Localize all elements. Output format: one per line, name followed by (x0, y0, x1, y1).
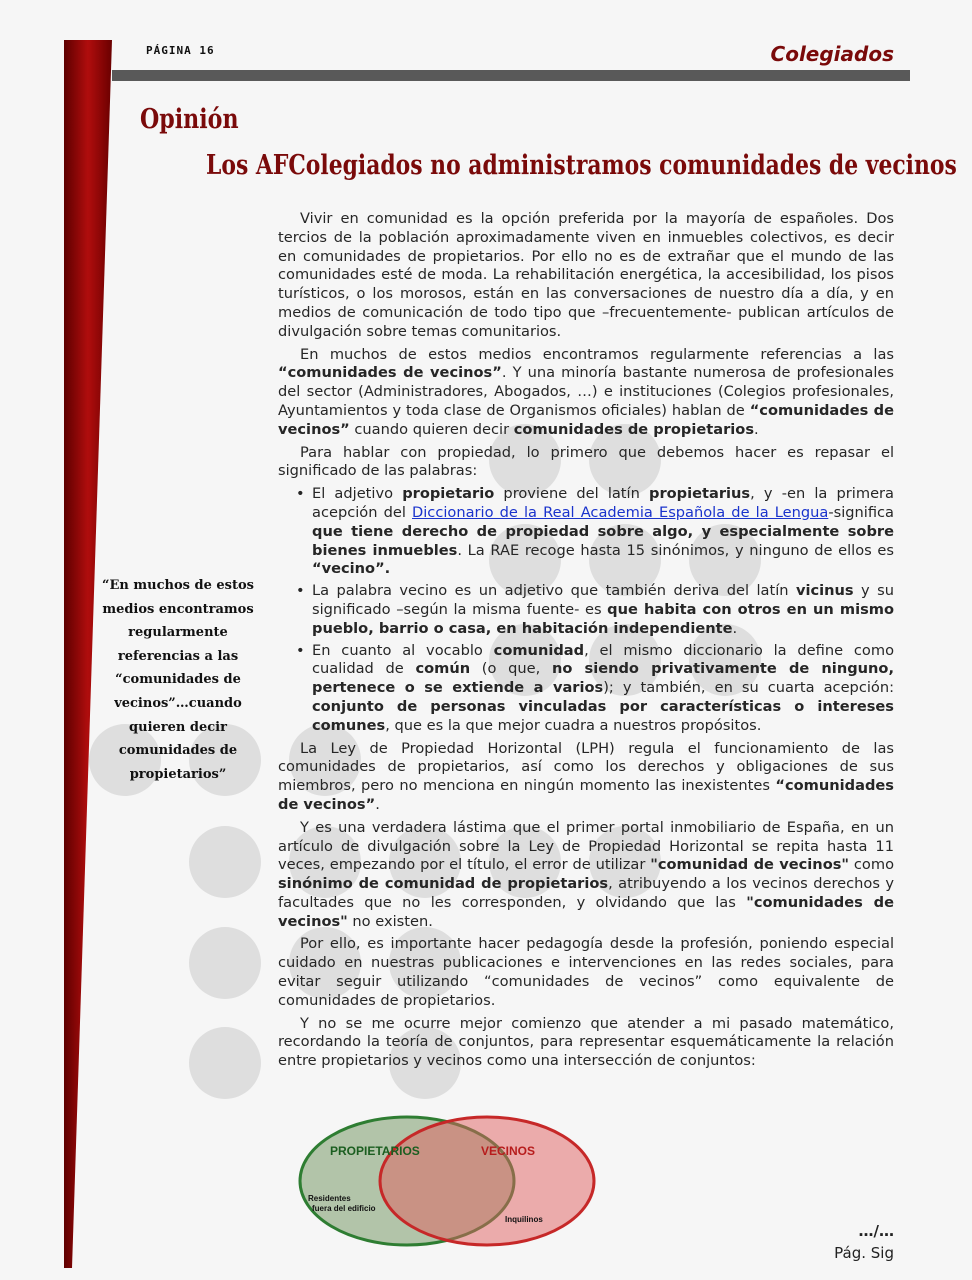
venn-diagram (290, 1108, 610, 1258)
continued-marker: …/… (858, 1222, 894, 1240)
paragraph-lph: La Ley de Propiedad Horizontal (LPH) regula el funcionamiento de las comunidades de propietarios, así como los derechos y obligaciones de sus miembros, pero no menciona en ningún momento las inexistentes “comunidades de vecinos”. (278, 739, 894, 813)
paragraph-set-theory: Y no se me ocurre mejor comienzo que atender a mi pasado matemático, recordando la teoría de conjuntos, para representar esquemáticamente la relación entre propietarios y vecinos como una intersección de conjuntos: (278, 1014, 894, 1070)
next-page-link[interactable]: Pág. Sig (834, 1244, 894, 1262)
venn-label-residentes: Residentes (308, 1194, 351, 1203)
definitions-list (278, 485, 894, 735)
publication-name: Colegiados (770, 42, 894, 66)
paragraph-intro: Vivir en comunidad es la opción preferida por la mayoría de españoles. Dos tercios de la población aproximadamente viven en inmuebles colectivos, es decir en comunidades de propietarios. Por ello no es de extrañar que el mundo de las comunidades esté de moda. La rehabilitación energética, la accesibilidad, los pisos turísticos, o los morosos, están en las conversaciones de nuestro día a día, y en medios de comunicación de todo tipo que –frecuentemente- publican artículos de divulgación sobre temas comunitarios. (278, 210, 894, 340)
venn-label-fuera-edificio: fuera del edificio (312, 1204, 376, 1213)
venn-label-propietarios: PROPIETARIOS (330, 1144, 420, 1158)
list-item-vecino: • La palabra vecino es un adjetivo que también deriva del latín vicinus y su significado –según la misma fuente- es que habita con otros en un mismo pueblo, barrio o casa, en habitación independiente. (312, 582, 894, 638)
paragraph-media-references: En muchos de estos medios encontramos regularmente referencias a las “comunidades de vecinos”. Y una minoría bastante numerosa de profesionales del sector (Administradores, Abogados, …) e instituciones (Colegios profesionales, Ayuntamientos y toda clase de Organismos oficiales) hablan de “comunidades de vecinos” cuando quieren decir comunidades de propietarios. (278, 345, 894, 438)
rae-dictionary-link[interactable]: Diccionario de la Real Academia Española de la Lengua (412, 503, 829, 521)
paragraph-definitions-intro: Para hablar con propiedad, lo primero que debemos hacer es repasar el significado de las palabras: (278, 443, 894, 480)
paragraph-portal: Y es una verdadera lástima que el primer portal inmobiliario de España, en un artículo de divulgación sobre la Ley de Propiedad Horizontal se repita hasta 11 veces, empezando por el título, el error de utilizar "comunidad de vecinos" como sinónimo de comunidad de propietarios, atribuyendo a los vecinos derechos y facultades que no les corresponden, y olvidando que las "comunidades de vecinos" no existen. (278, 818, 894, 930)
header-rule (112, 70, 910, 81)
venn-label-inquilinos: Inquilinos (505, 1215, 543, 1224)
list-item-propietario: • El adjetivo propietario proviene del latín propietarius, y -en la primera acepción del Diccionario de la Real Academia Española de la Lengua-significa que tiene derecho de propiedad sobre algo, y especialmente sobre bienes inmuebles. La RAE recoge hasta 15 sinónimos, y ninguno de ellos es “vecino”. (312, 485, 894, 579)
page-number: PÁGINA 16 (146, 44, 215, 57)
paragraph-pedagogy: Por ello, es importante hacer pedagogía desde la profesión, poniendo especial cuidado en nuestras publicaciones e intervenciones en las redes sociales, para evitar seguir utilizando “comunidades de vecinos” como equivalente de comunidades de propietarios. (278, 935, 894, 1009)
article-title: Los AFColegiados no administramos comunidades de vecinos (206, 150, 957, 181)
venn-label-vecinos: VECINOS (481, 1144, 536, 1158)
list-item-comunidad: • En cuanto al vocablo comunidad, el mismo diccionario la define como cualidad de común (o que, no siendo privativamente de ninguno, pertenece o se extiende a varios); y también, en su cuarta acepción: conjunto de personas vinculadas por características o intereses comunes, que es la que mejor cuadra a nuestros propósitos. (312, 642, 894, 736)
venn-set-vecinos (380, 1117, 594, 1245)
article-body (278, 210, 894, 1075)
pull-quote: “En muchos de estos medios encontramos regularmente referencias a las “comunidades de vecinos”…cuando quieren decir comunidades de propietarios” (102, 578, 254, 782)
section-title: Opinión (140, 104, 239, 135)
